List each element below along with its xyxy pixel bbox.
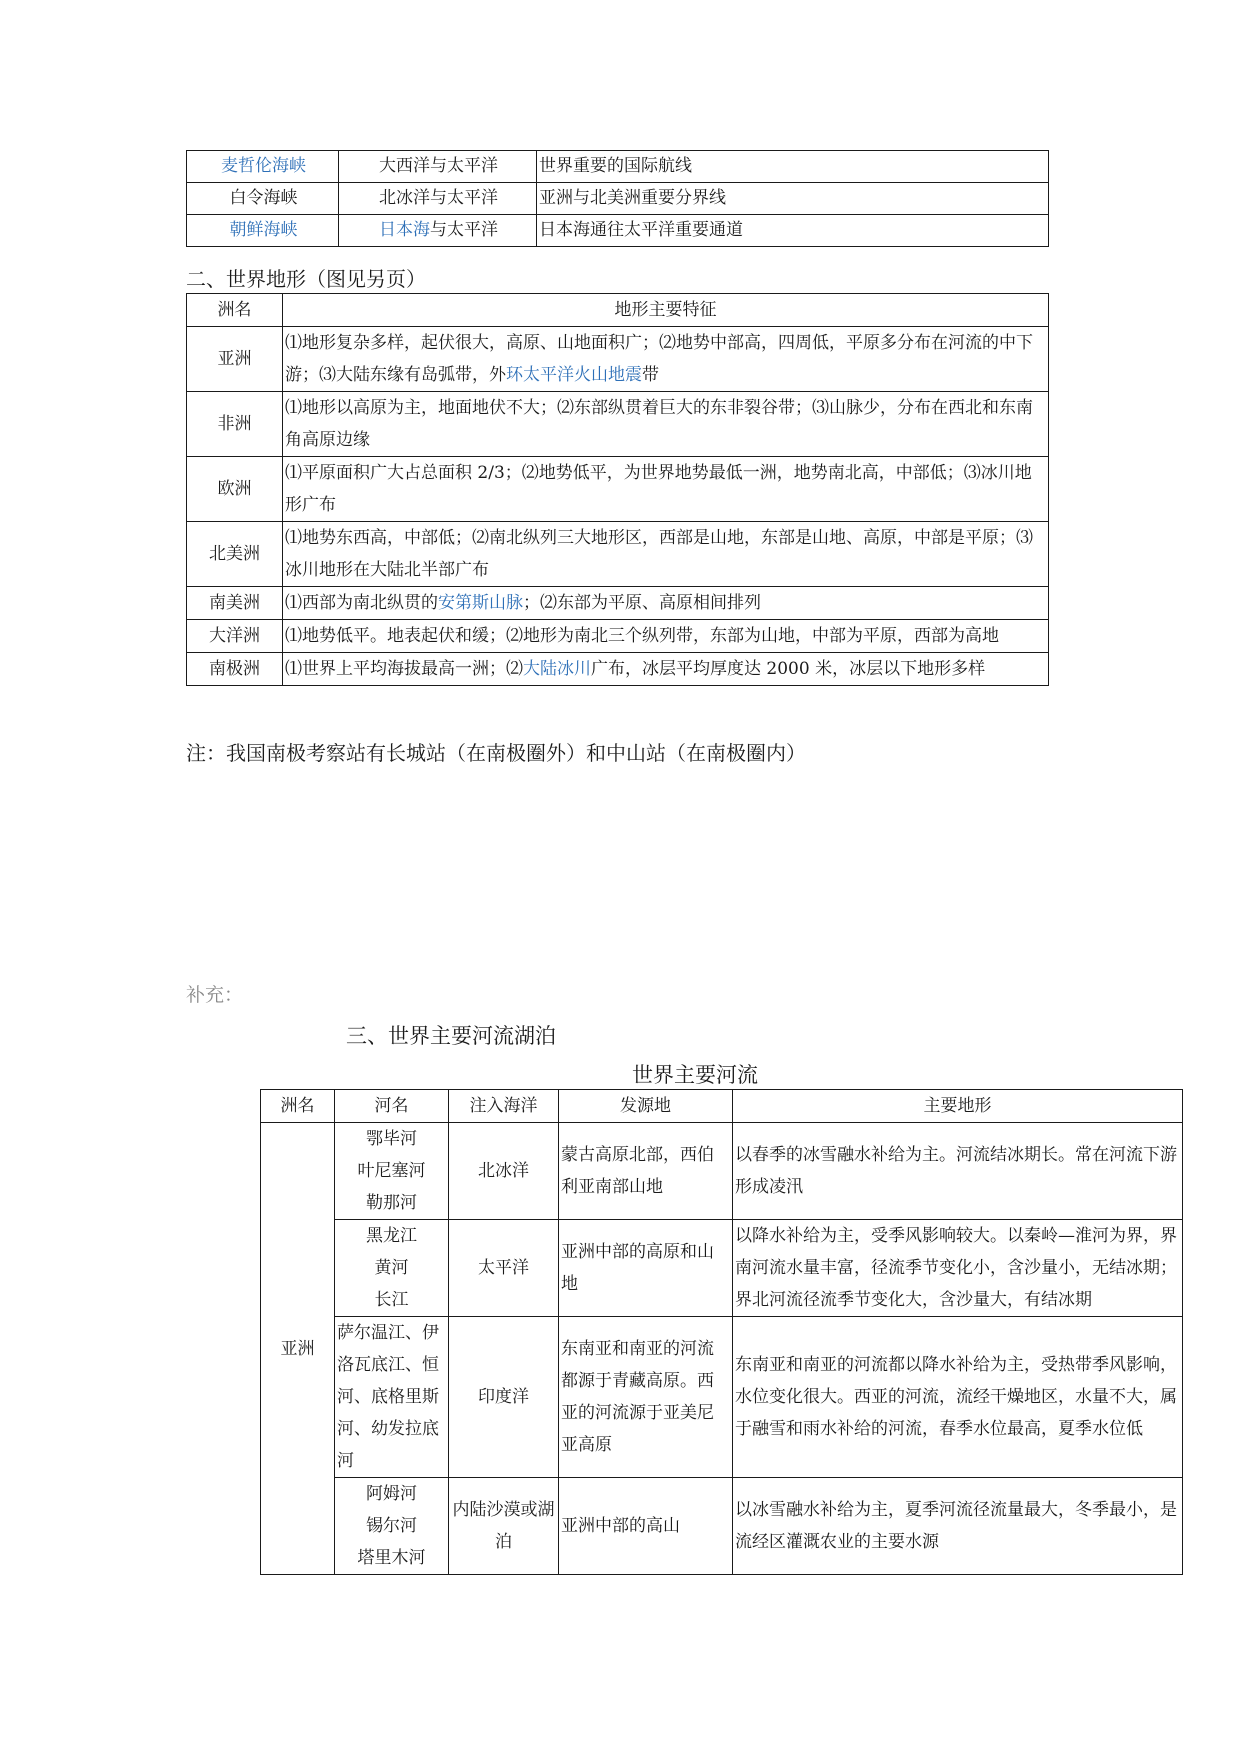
ocean-cell: 太平洋 — [449, 1220, 559, 1317]
features-cell: ⑴地形复杂多样，起伏很大，高原、山地面积广；⑵地势中部高，四周低，平原多分布在河流的中下游；⑶大陆东缘有岛弧带，外环太平洋火山地震带 — [283, 327, 1049, 392]
term-link[interactable]: 大陆冰川 — [523, 659, 591, 679]
header-continent: 洲名 — [187, 294, 283, 327]
river-cell: 黑龙江 黄河 长江 — [335, 1220, 449, 1317]
source-cell: 亚洲中部的高山 — [559, 1478, 733, 1575]
continent-cell: 非洲 — [187, 392, 283, 457]
features-cell: ⑴平原面积广大占总面积 2/3；⑵地势低平，为世界地势最低一洲，地势南北高，中部低；⑶冰川地形广布 — [283, 457, 1049, 522]
strait-name[interactable]: 麦哲伦海峡 — [187, 151, 339, 183]
strait-seas: 北冰洋与太平洋 — [339, 183, 537, 215]
table-header-row — [187, 294, 1049, 327]
supplement-label: 补充： — [186, 984, 244, 1006]
strait-desc: 世界重要的国际航线 — [537, 151, 1049, 183]
table-row — [261, 1317, 1183, 1478]
table-row — [187, 183, 1049, 215]
section-heading: 二、世界地形（图见另页） — [186, 267, 426, 291]
table-header-row — [261, 1090, 1183, 1123]
header-source: 发源地 — [559, 1090, 733, 1123]
strait-desc: 亚洲与北美洲重要分界线 — [537, 183, 1049, 215]
table-row — [187, 215, 1049, 247]
ocean-cell: 内陆沙漠或湖泊 — [449, 1478, 559, 1575]
sea-link[interactable]: 日本海 — [379, 220, 430, 240]
source-cell: 东南亚和南亚的河流都源于青藏高原。西亚的河流源于亚美尼亚高原 — [559, 1317, 733, 1478]
continent-cell: 亚洲 — [261, 1123, 335, 1575]
rivers-table — [260, 1089, 1183, 1575]
strait-name: 白令海峡 — [187, 183, 339, 215]
table-row — [187, 151, 1049, 183]
river-cell: 萨尔温江、伊洛瓦底江、恒河、底格里斯河、幼发拉底河 — [335, 1317, 449, 1478]
straits-table — [186, 150, 1049, 247]
table-row — [187, 587, 1049, 620]
header-river: 河名 — [335, 1090, 449, 1123]
term-link[interactable]: 安第斯山脉 — [438, 593, 523, 613]
table-row — [261, 1220, 1183, 1317]
table-row — [187, 457, 1049, 522]
table-row — [187, 392, 1049, 457]
ocean-cell: 北冰洋 — [449, 1123, 559, 1220]
features-cell: ⑴世界上平均海拔最高一洲；⑵大陆冰川广布，冰层平均厚度达 2000 米，冰层以下地形多样 — [283, 653, 1049, 686]
header-features: 地形主要特征 — [283, 294, 1049, 327]
terrain-cell: 以春季的冰雪融水补给为主。河流结冰期长。常在河流下游形成凌汛 — [733, 1123, 1183, 1220]
features-cell: ⑴西部为南北纵贯的安第斯山脉；⑵东部为平原、高原相间排列 — [283, 587, 1049, 620]
terrain-cell: 以冰雪融水补给为主，夏季河流径流量最大，冬季最小，是流经区灌溉农业的主要水源 — [733, 1478, 1183, 1575]
continent-cell: 南极洲 — [187, 653, 283, 686]
note-text: 注：我国南极考察站有长城站（在南极圈外）和中山站（在南极圈内） — [186, 741, 806, 765]
continent-cell: 北美洲 — [187, 522, 283, 587]
terrain-table — [186, 293, 1049, 686]
header-ocean: 注入海洋 — [449, 1090, 559, 1123]
river-cell: 阿姆河 锡尔河 塔里木河 — [335, 1478, 449, 1575]
table-title: 世界主要河流 — [632, 1063, 758, 1087]
header-terrain: 主要地形 — [733, 1090, 1183, 1123]
table-row — [187, 653, 1049, 686]
features-cell: ⑴地势低平。地表起伏和缓；⑵地形为南北三个纵列带，东部为山地，中部为平原，西部为高地 — [283, 620, 1049, 653]
source-cell: 亚洲中部的高原和山地 — [559, 1220, 733, 1317]
terrain-cell: 东南亚和南亚的河流都以降水补给为主，受热带季风影响，水位变化很大。西亚的河流，流经干燥地区，水量不大，属于融雪和雨水补给的河流，春季水位最高，夏季水位低 — [733, 1317, 1183, 1478]
ocean-cell: 印度洋 — [449, 1317, 559, 1478]
continent-cell: 亚洲 — [187, 327, 283, 392]
section-heading: 三、世界主要河流湖泊 — [346, 1024, 556, 1048]
header-continent: 洲名 — [261, 1090, 335, 1123]
table-row — [187, 522, 1049, 587]
river-cell: 鄂毕河 叶尼塞河 勒那河 — [335, 1123, 449, 1220]
table-row — [261, 1478, 1183, 1575]
strait-desc: 日本海通往太平洋重要通道 — [537, 215, 1049, 247]
table-row — [187, 327, 1049, 392]
strait-name[interactable]: 朝鲜海峡 — [187, 215, 339, 247]
table-row — [261, 1123, 1183, 1220]
continent-cell: 欧洲 — [187, 457, 283, 522]
features-cell: ⑴地形以高原为主，地面地伏不大；⑵东部纵贯着巨大的东非裂谷带；⑶山脉少，分布在西北和东南角高原边缘 — [283, 392, 1049, 457]
strait-seas: 大西洋与太平洋 — [339, 151, 537, 183]
continent-cell: 南美洲 — [187, 587, 283, 620]
term-link[interactable]: 环太平洋火山地震 — [506, 365, 642, 385]
table-row — [187, 620, 1049, 653]
continent-cell: 大洋洲 — [187, 620, 283, 653]
source-cell: 蒙古高原北部，西伯利亚南部山地 — [559, 1123, 733, 1220]
features-cell: ⑴地势东西高，中部低；⑵南北纵列三大地形区，西部是山地，东部是山地、高原，中部是平原；⑶冰川地形在大陆北半部广布 — [283, 522, 1049, 587]
terrain-cell: 以降水补给为主，受季风影响较大。以秦岭—淮河为界，界南河流水量丰富，径流季节变化小，含沙量小，无结冰期；界北河流径流季节变化大，含沙量大，有结冰期 — [733, 1220, 1183, 1317]
strait-seas: 日本海与太平洋 — [339, 215, 537, 247]
